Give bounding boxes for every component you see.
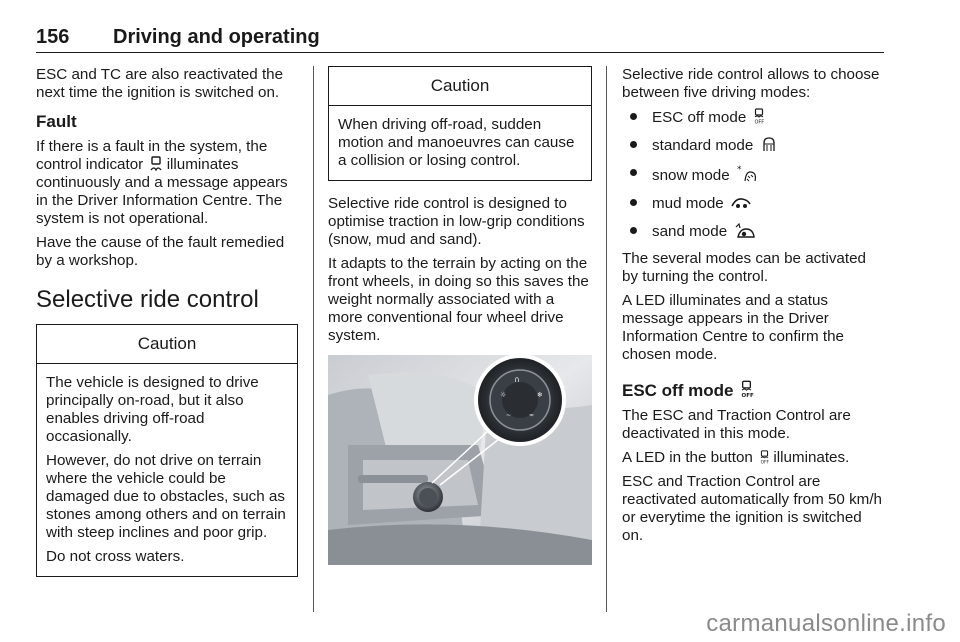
list-item: standard mode xyxy=(622,136,886,155)
watermark: carmanualsonline.info xyxy=(706,610,946,637)
esc-deactivated-paragraph: The ESC and Traction Control are deactivated in this mode. xyxy=(622,407,851,442)
caution-title: Caution xyxy=(329,67,591,106)
caution-text: Do not cross waters. xyxy=(46,548,185,565)
caution-text: When driving off-road, sudden motion and manoeuvres can cause a collision or losing control. xyxy=(338,116,575,169)
adapts-paragraph: It adapts to the terrain by acting on the front wheels, in doing so this saves the weight normally associated with a more conventional four wheel drive system. xyxy=(328,255,589,344)
svg-text:*: * xyxy=(736,165,742,175)
led-paragraph: A LED illuminates and a status message appears in the Driver Information Centre to confirm the chosen mode. xyxy=(622,292,845,363)
fault-remedy: Have the cause of the fault remedied by a workshop. xyxy=(36,234,285,269)
driving-modes-list xyxy=(622,108,886,241)
svg-text:OFF: OFF xyxy=(754,119,764,126)
esc-off-button-icon xyxy=(760,450,769,464)
ride-control-photo xyxy=(328,355,592,565)
fault-paragraph: If there is a fault in the system, the control indicator illuminates continuously and a message appears in the Driver Information Centre. The system is not operational. xyxy=(36,138,288,227)
standard-mode-icon xyxy=(761,136,777,152)
center-console-illustration xyxy=(328,355,592,565)
svg-text:~: ~ xyxy=(506,412,512,419)
esc-off-icon xyxy=(754,108,764,124)
column-divider xyxy=(313,66,314,612)
esc-led-paragraph: A LED in the button OFF illuminates. xyxy=(622,449,850,466)
column-left xyxy=(36,66,298,577)
activation-paragraph: The several modes can be activated by turning the control. xyxy=(622,250,866,285)
list-item: snow mode * xyxy=(622,164,886,185)
fault-heading: Fault xyxy=(36,112,77,131)
sand-mode-icon xyxy=(734,222,756,238)
list-item: sand mode xyxy=(622,222,886,241)
svg-text:☼: ☼ xyxy=(500,391,507,399)
caution-box xyxy=(328,66,592,181)
esc-off-heading: ESC off mode OFF xyxy=(622,381,754,400)
caution-text: The vehicle is designed to drive principally on-road, but it also enables driving off-road occasionally. xyxy=(46,374,259,445)
modes-intro: Selective ride control allows to choose between five driving modes: xyxy=(622,66,880,101)
control-indicator-icon xyxy=(150,156,162,171)
snow-mode-icon xyxy=(737,164,759,182)
page-number: 156 xyxy=(36,26,70,48)
svg-text:OFF: OFF xyxy=(741,393,754,400)
page-header xyxy=(36,26,884,53)
column-right xyxy=(622,66,886,551)
caution-title: Caution xyxy=(37,325,297,364)
esc-reactivated-paragraph: ESC and Traction Control are reactivated automatically from 50 km/h or everytime the ignition is switched on. xyxy=(622,473,882,544)
intro-paragraph: ESC and TC are also reactivated the next time the ignition is switched on. xyxy=(36,66,284,101)
mud-mode-icon xyxy=(731,194,751,210)
svg-text:OFF: OFF xyxy=(760,460,770,466)
column-middle xyxy=(328,66,592,565)
caution-text: However, do not drive on terrain where the vehicle could be damaged due to obstacles, such as stones among others and on terrain with steep inclines and poor grip. xyxy=(46,452,286,541)
list-item: ESC off mode OFF xyxy=(622,108,886,127)
caution-body xyxy=(329,106,591,180)
svg-text:≈: ≈ xyxy=(529,412,535,419)
esc-off-icon xyxy=(741,380,752,398)
traction-paragraph: Selective ride control is designed to optimise traction in low-grip conditions (snow, mud and sand). xyxy=(328,195,585,248)
column-divider xyxy=(606,66,607,612)
list-item: mud mode xyxy=(622,194,886,213)
selective-ride-control-heading: Selective ride control xyxy=(36,286,259,313)
caution-body xyxy=(37,364,297,576)
svg-text:❄: ❄ xyxy=(537,391,543,399)
section-title: Driving and operating xyxy=(113,26,320,48)
caution-box xyxy=(36,324,298,577)
svg-text:∩: ∩ xyxy=(514,375,520,384)
